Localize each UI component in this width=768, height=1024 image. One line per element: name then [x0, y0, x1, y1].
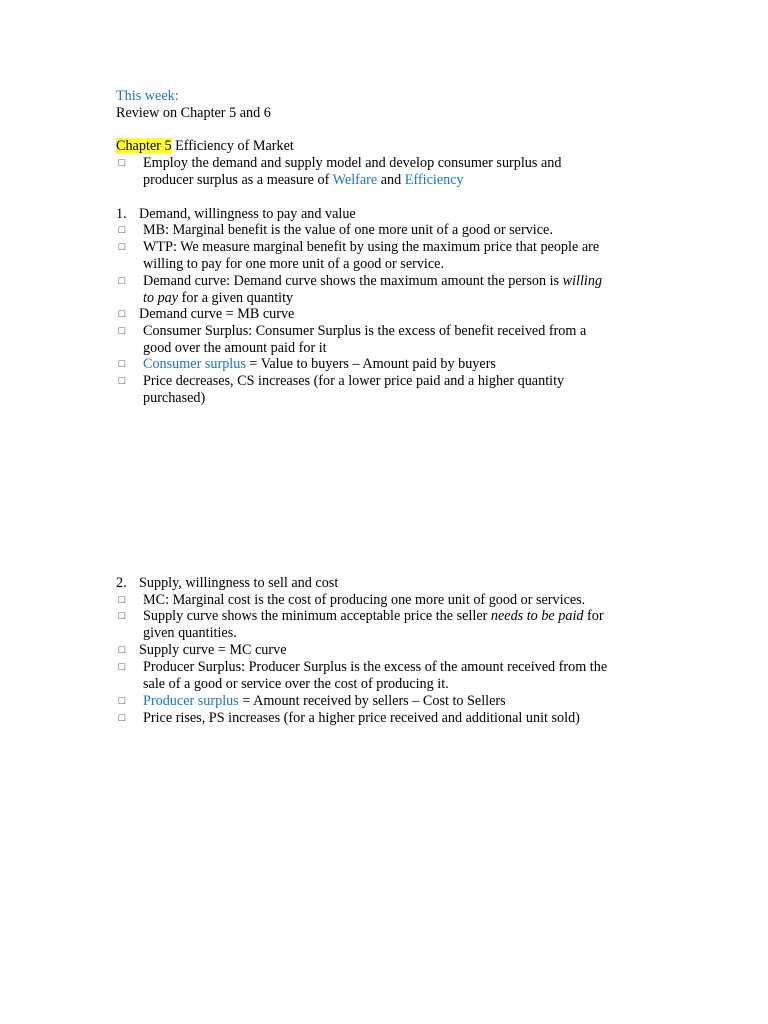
- supply-curve-text: Supply curve shows the minimum acceptable price the seller: [143, 608, 491, 624]
- cs-line-2: good over the amount paid for it: [143, 340, 327, 356]
- bullet-icon: [116, 695, 128, 707]
- bullet-icon: [116, 308, 128, 320]
- to-pay-italic: to pay: [143, 290, 179, 306]
- demand-curve-line-1: [143, 273, 602, 290]
- demand-curve-line-2: [143, 290, 293, 307]
- bullet-icon: [116, 712, 128, 724]
- bullet-icon: [116, 241, 128, 253]
- section1-title: Demand, willingness to pay and value: [139, 206, 356, 222]
- bullet-icon: [116, 644, 128, 656]
- bullet-icon: [116, 358, 128, 370]
- section1-number: 1.: [116, 206, 127, 222]
- demand-curve-text: Demand curve: Demand curve shows the maximum amount the person is: [143, 273, 563, 289]
- price-decrease-line-2: purchased): [143, 390, 206, 406]
- bullet-icon: [116, 594, 128, 606]
- chapter5-title: Efficiency of Market: [171, 138, 294, 154]
- wtp-line-2: willing to pay for one more unit of a good or service.: [143, 256, 445, 272]
- welfare-term: Welfare: [332, 172, 378, 188]
- cs-line-1: Consumer Surplus: Consumer Surplus is the excess of benefit received from a: [143, 323, 587, 339]
- bullet-icon: [116, 157, 128, 169]
- demand-curve-text-2: for a given quantity: [178, 290, 294, 306]
- cs-formula-text: = Value to buyers – Amount paid by buyers: [245, 356, 496, 372]
- willing-italic: willing: [562, 273, 603, 289]
- section2-title: Supply, willingness to sell and cost: [139, 575, 339, 591]
- ps-line-1: Producer Surplus: Producer Surplus is the excess of the amount received from the: [143, 659, 608, 675]
- this-week-heading: This week:: [116, 88, 179, 104]
- price-rise-line: Price rises, PS increases (for a higher price received and additional unit sold): [143, 710, 580, 726]
- review-line: Review on Chapter 5 and 6: [116, 105, 271, 121]
- needs-to-be-paid-italic: needs to be paid: [490, 608, 584, 624]
- section2-number: 2.: [116, 575, 127, 591]
- bullet-icon: [116, 275, 128, 287]
- chapter5-label: Chapter 5: [116, 138, 172, 154]
- chapter5-heading: [116, 138, 294, 155]
- bullet-icon: [116, 224, 128, 236]
- mc-definition: MC: Marginal cost is the cost of producing one more unit of good or services.: [143, 592, 586, 608]
- bullet-icon: [116, 610, 128, 622]
- and-text: and: [377, 172, 405, 188]
- bullet-icon: [116, 375, 128, 387]
- supply-mc-equality: Supply curve = MC curve: [139, 642, 287, 658]
- supply-curve-line-1: [143, 608, 604, 625]
- ps-formula: [143, 693, 506, 710]
- bullet-icon: [116, 661, 128, 673]
- ps-formula-text: = Amount received by sellers – Cost to Sellers: [238, 693, 506, 709]
- mb-definition: MB: Marginal benefit is the value of one more unit of a good or service.: [143, 222, 553, 238]
- consumer-surplus-term: Consumer surplus: [143, 356, 246, 372]
- intro-line-2: [143, 172, 464, 189]
- intro-line-1: Employ the demand and supply model and develop consumer surplus and: [143, 155, 562, 171]
- cs-formula: [143, 356, 496, 373]
- producer-surplus-term: Producer surplus: [143, 693, 239, 709]
- supply-curve-line-2: given quantities.: [143, 625, 237, 641]
- price-decrease-line-1: Price decreases, CS increases (for a lower price paid and a higher quantity: [143, 373, 565, 389]
- bullet-icon: [116, 325, 128, 337]
- wtp-line-1: WTP: We measure marginal benefit by using the maximum price that people are: [143, 239, 600, 255]
- demand-mb-equality: Demand curve = MB curve: [139, 306, 295, 322]
- supply-curve-text-2: for: [583, 608, 604, 624]
- efficiency-term: Efficiency: [404, 172, 464, 188]
- ps-line-2: sale of a good or service over the cost of producing it.: [143, 676, 449, 692]
- intro-text: producer surplus as a measure of: [143, 172, 333, 188]
